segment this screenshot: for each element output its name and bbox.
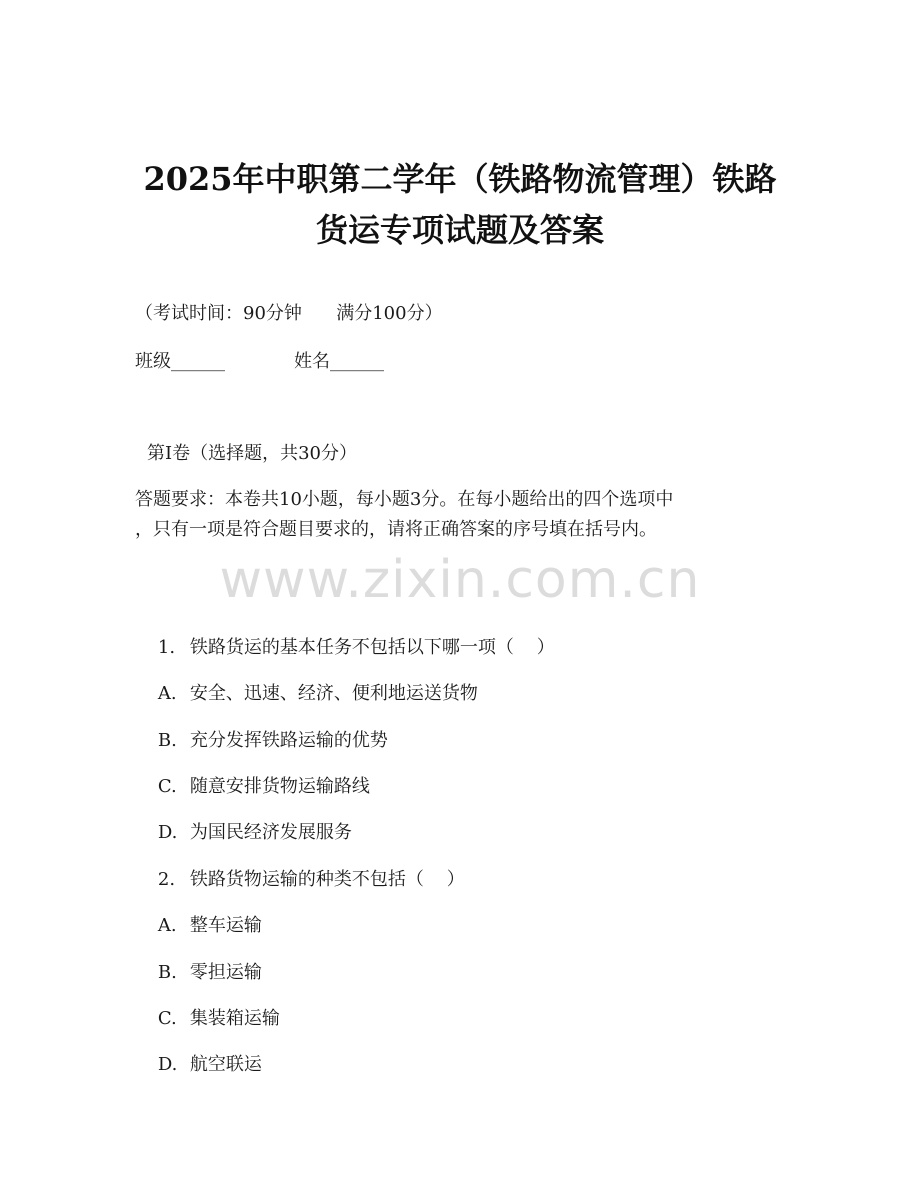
option-text: 为国民经济发展服务	[189, 822, 352, 843]
option-text: 整车运输	[189, 915, 262, 936]
option-text: 随意安排货物运输路线	[189, 776, 370, 797]
option-text: 安全、迅速、经济、便利地运送货物	[189, 683, 478, 704]
question-number: 2.	[157, 869, 176, 890]
question-2-option-d	[135, 1029, 262, 1101]
instructions-line-1: 答题要求：本卷共10小题，每小题3分。在每小题给出的四个选项中	[135, 489, 674, 510]
question-text: 铁路货运的基本任务不包括以下哪一项（ ）	[189, 637, 555, 658]
option-letter: B.	[157, 962, 177, 983]
option-letter: A.	[157, 683, 177, 704]
document-title-line-1: 2025年中职第二学年（铁路物流管理）铁路	[143, 160, 777, 198]
exam-info: （考试时间：90分钟 满分100分）	[135, 303, 443, 324]
name-field-label: 姓名______	[294, 351, 384, 372]
question-number: 1.	[157, 637, 176, 658]
option-letter: D.	[157, 1054, 178, 1075]
option-text: 充分发挥铁路运输的优势	[189, 730, 388, 751]
option-letter: B.	[157, 730, 177, 751]
instructions-line-2: ，只有一项是符合题目要求的，请将正确答案的序号填在括号内。	[135, 519, 657, 540]
option-letter: D.	[157, 822, 178, 843]
document-title-line-2: 货运专项试题及答案	[315, 211, 604, 249]
option-text: 航空联运	[189, 1054, 262, 1075]
option-text: 零担运输	[189, 962, 262, 983]
option-text: 集装箱运输	[189, 1008, 280, 1029]
option-letter: C.	[157, 776, 177, 797]
class-field-label: 班级______	[135, 351, 225, 372]
section-header: 第Ⅰ卷（选择题，共30分）	[147, 443, 358, 464]
option-letter: A.	[157, 915, 177, 936]
watermark: www.zixin.com.cn	[219, 550, 701, 610]
option-letter: C.	[157, 1008, 177, 1029]
question-text: 铁路货物运输的种类不包括（ ）	[189, 869, 465, 890]
